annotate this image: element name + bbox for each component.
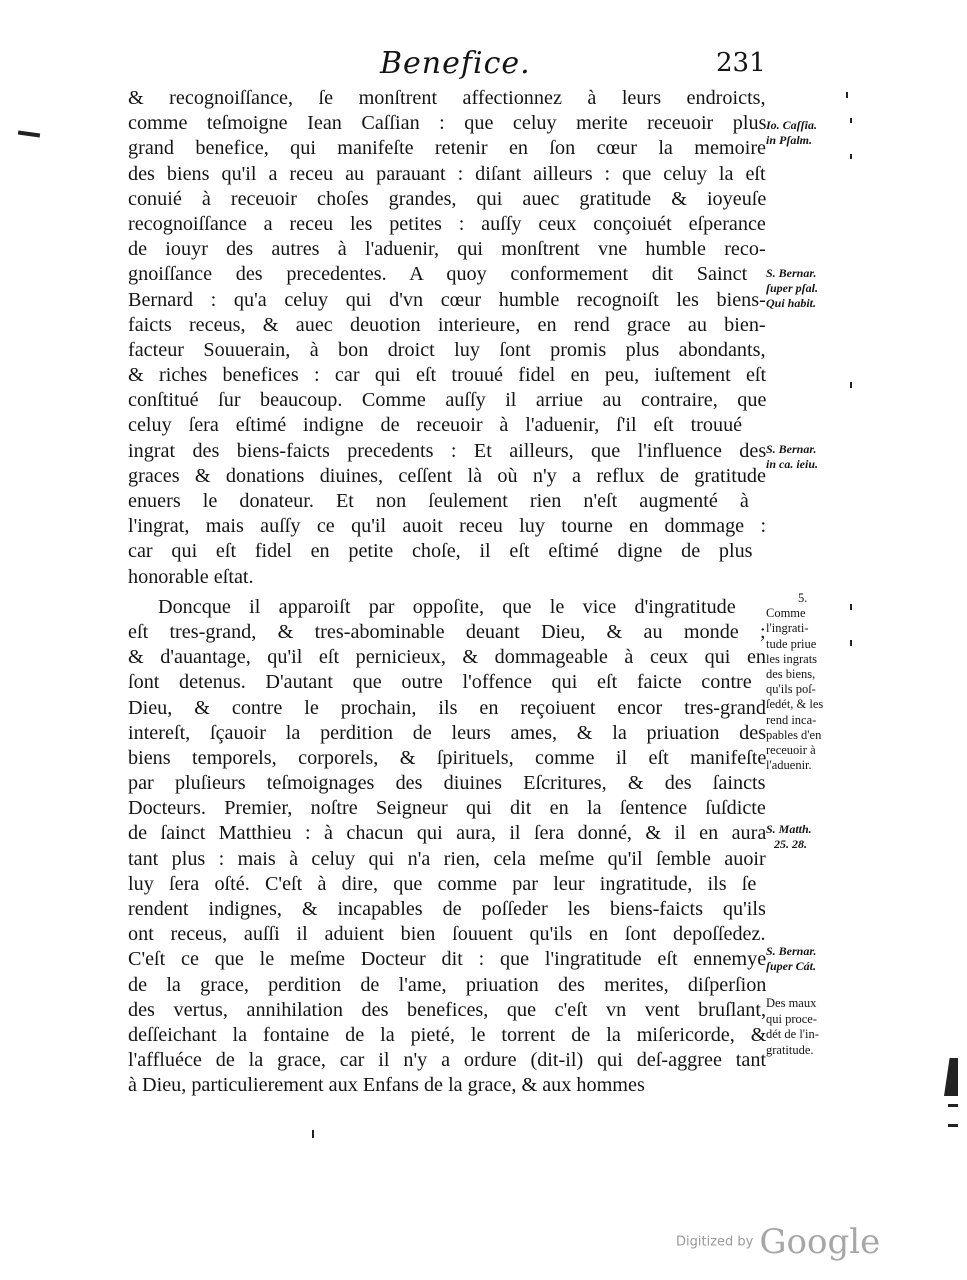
body-text [128,86,766,1099]
text-line: grand benefice, qui manifeſte retenir en ſon cœur la memoire [128,137,766,160]
text-line: des biens qu'il a receu au parauant : diſant ailleurs : que celuy la eſt [128,162,766,185]
google-logo: Google [759,1222,881,1262]
text-line: enuers le donateur. Et non ſeulement rien n'eſt augmenté à [128,490,749,512]
margin-note-maux: Des maux qui proce- dét de l'in- gratitude. [766,996,819,1057]
scan-speck [850,154,852,159]
text-line: car qui eſt fidel en petite choſe, il eſt eſtimé digne de plus [128,540,753,563]
margin-note-matthieu: S. Matth. 25. 28. [766,822,812,851]
text-line: ingrat des biens-faicts precedents : Et ailleurs, que l'influence des [128,439,766,462]
text-line: rendent indignes, & incapables de poſſeder les biens-faicts qu'ils [128,898,766,920]
text-line: biens temporels, corporels, & ſpirituels, comme il eſt manifeſte [128,746,766,769]
digitized-by-google-watermark [676,1222,880,1262]
text-line: graces & donations diuines, ceſſent là où n'y a reflux de gratitude [128,464,766,487]
text-line: Docteurs. Premier, noſtre Seigneur qui dit en la ſentence ſuſdicte [128,797,766,820]
text-line: l'affluéce de la grace, car il n'y a ordure (dit-il) qui deſ-aggree tant [128,1049,766,1072]
margin-note-bernard-cant: S. Bernar. in ca. ieiu. [766,442,819,471]
page-number: 231 [716,48,766,78]
text-line: de ſainct Matthieu : à chacun qui aura, il ſera donné, & il en aura [128,822,766,845]
scan-mark [18,130,40,137]
scan-speck [850,382,852,388]
text-line: ſont detenus. D'autant que outre l'offence qui eſt faicte contre [128,671,752,694]
scan-edge-mark [948,1124,958,1127]
text-line: à Dieu, particulierement aux Enfans de la grace, & aux hommes [128,1074,645,1097]
text-line: gnoiſſance des precedentes. A quoy conformement dit Sainct [128,263,748,286]
scan-speck [850,604,852,610]
text-line: tant plus : mais à celuy qui n'a rien, cela meſme qu'il ſemble auoir [128,847,766,870]
text-line: & riches benefices : car qui eſt trouué fidel en peu, iuſtement eſt [128,364,766,387]
text-line: celuy ſera eſtimé indigne de receuoir à l'aduenir, ſ'il eſt trouué [128,414,743,437]
text-line: C'eſt ce que le meſme Docteur dit : que l'ingratitude eſt ennemye [128,948,766,971]
running-title: Benefice. [380,46,531,81]
text-line: deſſeichant la fontaine de la pieté, le torrent de la miſericorde, & [128,1023,766,1046]
scan-speck [312,1130,314,1138]
margin-note-ingrats: 5. Comme l'ingrati- tude priue les ingrats des biens, qu'ils poſ- ſedét, & les rend inca- pables d'en receuoir à l'aduenir. [766,591,824,773]
scan-speck [850,640,852,646]
text-line: & recognoiſſance, ſe monſtrent affectionnez à leurs endroicts, [128,87,766,109]
text-line: eſt tres-grand, & tres-abominable deuant Dieu, & au monde ; [128,620,766,643]
watermark-prefix: Digitized by [676,1234,754,1250]
text-line: luy ſera oſté. C'eſt à dire, que comme par leur ingratitude, ils ſe [128,872,757,895]
text-line: par pluſieurs teſmoignages des diuines Eſcritures, & des ſaincts [128,772,766,795]
text-line: conſtitué ſur beaucoup. Comme auſſy il arriue au contraire, que [128,389,766,412]
text-line: de la grace, perdition de l'ame, priuation des merites, diſperſion [128,973,766,996]
text-line: comme teſmoigne Iean Caſſian : que celuy merite receuoir plus [128,112,766,135]
text-line: & d'auantage, qu'il eſt pernicieux, & dommageable à ceux qui en [128,646,766,669]
margin-note-bernard-super-cant: S. Bernar. ſuper Cát. [766,944,817,973]
text-line: ont receus, auſſi il aduient bien ſouuent qu'ils en ſont depoſſedez. [128,923,766,946]
margin-note-bernard-qui-habit: S. Bernar. ſuper pſal. Qui habit. [766,266,818,310]
text-line: facteur Souuerain, à bon droict luy ſont promis plus abondants, [128,338,766,361]
paragraph-first-line: Doncque il apparoiſt par oppoſite, que le vice d'ingratitude [158,595,736,618]
text-line: conuié à receuoir choſes grandes, qui auec gratitude & ioyeuſe [128,187,766,210]
text-line: intereſt, ſçauoir la perdition de leurs ames, & la priuation des [128,721,766,744]
text-line: honorable eſtat. [128,565,254,588]
text-line: recognoiſſance a receu les petites : auſſy ceux conçoiuét eſperance [128,212,766,235]
scan-edge-mark [948,1104,958,1107]
text-line: des vertus, annihilation des benefices, que c'eſt vn vent bruſlant, [128,998,766,1021]
text-line: l'ingrat, mais auſſy ce qu'il auoit receu luy tourne en dommage : [128,515,766,538]
scan-edge-mark [944,1058,958,1096]
text-line: Dieu, & contre le prochain, ils en reçoiuent encor tres-grand [128,696,766,719]
margin-note-cassian: Io. Caſſia. in Pſalm. [766,118,817,147]
text-line: faicts receus, & auec deuotion interieure, en rend grace au bien- [128,313,766,336]
scan-speck [850,118,852,123]
text-line: Bernard : qu'a celuy qui d'vn cœur humble recognoiſt les biens- [128,288,766,311]
scan-speck [846,92,848,98]
text-line: de iouyr des autres à l'aduenir, qui monſtrent vne humble reco- [128,238,766,261]
